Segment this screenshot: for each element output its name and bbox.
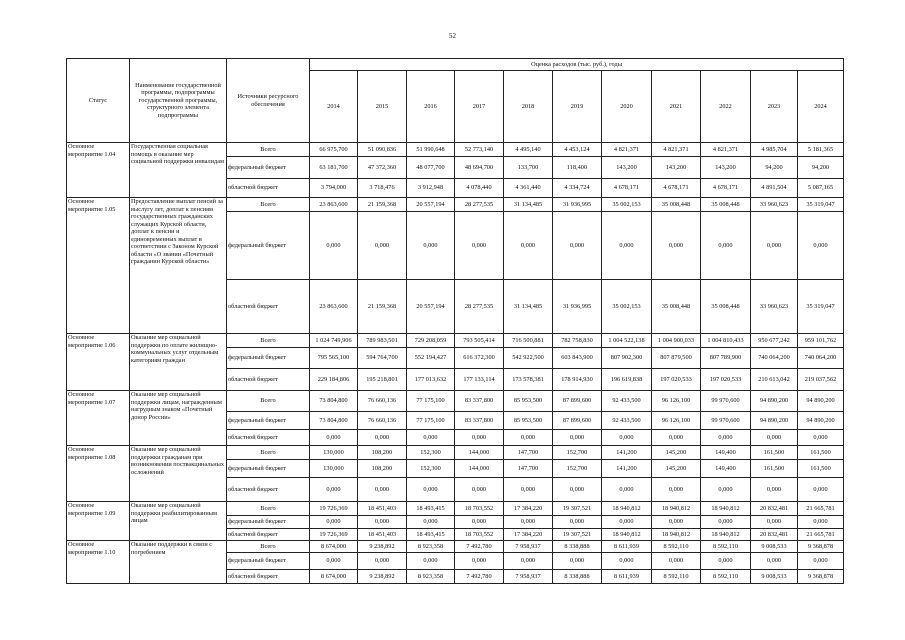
value-cell: 1 004 810,433 bbox=[701, 334, 751, 348]
value-cell: 161,500 bbox=[798, 446, 844, 460]
value-cell: 0,000 bbox=[602, 553, 652, 570]
row-source: областной бюджет bbox=[227, 430, 310, 446]
value-cell: 31 936,995 bbox=[553, 280, 602, 334]
value-cell: 76 660,136 bbox=[358, 391, 407, 412]
value-cell: 4 821,371 bbox=[602, 143, 652, 157]
value-cell: 17 384,220 bbox=[504, 502, 553, 516]
value-cell: 21 665,781 bbox=[798, 529, 844, 541]
value-cell: 0,000 bbox=[504, 478, 553, 502]
row-source: областной бюджет bbox=[227, 179, 310, 198]
value-cell: 0,000 bbox=[652, 212, 701, 280]
value-cell: 8 923,358 bbox=[407, 570, 455, 584]
value-cell: 807 902,300 bbox=[602, 348, 652, 369]
row-status: Основное мероприятие 1.08 bbox=[67, 446, 130, 502]
value-cell: 5 087,165 bbox=[798, 179, 844, 198]
value-cell: 9 368,878 bbox=[798, 541, 844, 553]
value-cell: 94 890,200 bbox=[751, 391, 798, 412]
value-cell: 108,200 bbox=[358, 460, 407, 478]
value-cell: 0,000 bbox=[652, 553, 701, 570]
value-cell: 173 578,381 bbox=[504, 369, 553, 391]
value-cell: 0,000 bbox=[455, 516, 504, 529]
value-cell: 19 307,521 bbox=[553, 502, 602, 516]
value-cell: 195 218,801 bbox=[358, 369, 407, 391]
value-cell: 0,000 bbox=[407, 553, 455, 570]
value-cell: 4 678,171 bbox=[701, 179, 751, 198]
row-source: федеральный бюджет bbox=[227, 516, 310, 529]
row-status: Основное мероприятие 1.06 bbox=[67, 334, 130, 391]
value-cell: 0,000 bbox=[553, 478, 602, 502]
header-source: Источники ресурсного обеспечения bbox=[227, 59, 310, 143]
value-cell: 161,500 bbox=[751, 460, 798, 478]
value-cell: 85 953,500 bbox=[504, 412, 553, 430]
row-status: Основное мероприятие 1.04 bbox=[67, 143, 130, 198]
value-cell: 99 970,600 bbox=[701, 391, 751, 412]
value-cell: 729 208,059 bbox=[407, 334, 455, 348]
value-cell: 3 794,000 bbox=[310, 179, 358, 198]
value-cell: 0,000 bbox=[602, 212, 652, 280]
value-cell: 0,000 bbox=[504, 212, 553, 280]
value-cell: 9 008,533 bbox=[751, 570, 798, 584]
value-cell: 950 677,242 bbox=[751, 334, 798, 348]
value-cell: 0,000 bbox=[455, 553, 504, 570]
value-cell: 94,200 bbox=[798, 157, 844, 179]
row-source: Всего bbox=[227, 334, 310, 348]
value-cell: 0,000 bbox=[602, 516, 652, 529]
value-cell: 77 175,100 bbox=[407, 412, 455, 430]
row-name: Оказание мер социальной поддержки гражданам при возникновении поствакцинальных осложнений bbox=[130, 446, 227, 502]
value-cell: 21 665,781 bbox=[798, 502, 844, 516]
value-cell: 0,000 bbox=[553, 553, 602, 570]
value-cell: 7 958,937 bbox=[504, 570, 553, 584]
value-cell: 33 960,623 bbox=[751, 280, 798, 334]
value-cell: 19 726,369 bbox=[310, 502, 358, 516]
value-cell: 0,000 bbox=[310, 430, 358, 446]
value-cell: 0,000 bbox=[798, 516, 844, 529]
value-cell: 0,000 bbox=[602, 478, 652, 502]
value-cell: 35 319,047 bbox=[798, 198, 844, 212]
header-year: 2020 bbox=[602, 71, 652, 143]
value-cell: 9 008,533 bbox=[751, 541, 798, 553]
value-cell: 48 077,700 bbox=[407, 157, 455, 179]
value-cell: 4 361,440 bbox=[504, 179, 553, 198]
value-cell: 51 990,648 bbox=[407, 143, 455, 157]
value-cell: 92 433,500 bbox=[602, 391, 652, 412]
value-cell: 19 307,521 bbox=[553, 529, 602, 541]
value-cell: 0,000 bbox=[358, 212, 407, 280]
value-cell: 149,400 bbox=[701, 460, 751, 478]
row-source: областной бюджет bbox=[227, 570, 310, 584]
value-cell: 18 703,552 bbox=[455, 529, 504, 541]
value-cell: 229 184,806 bbox=[310, 369, 358, 391]
value-cell: 795 565,100 bbox=[310, 348, 358, 369]
value-cell: 0,000 bbox=[652, 430, 701, 446]
value-cell: 18 940,812 bbox=[652, 529, 701, 541]
table-row bbox=[67, 391, 844, 412]
value-cell: 35 008,448 bbox=[701, 198, 751, 212]
value-cell: 87 899,600 bbox=[553, 412, 602, 430]
value-cell: 18 940,812 bbox=[602, 502, 652, 516]
value-cell: 8 592,110 bbox=[652, 541, 701, 553]
value-cell: 96 126,100 bbox=[652, 412, 701, 430]
value-cell: 94 890,200 bbox=[798, 412, 844, 430]
value-cell: 9 368,878 bbox=[798, 570, 844, 584]
value-cell: 141,200 bbox=[602, 460, 652, 478]
value-cell: 542 922,500 bbox=[504, 348, 553, 369]
value-cell: 1 004 900,033 bbox=[652, 334, 701, 348]
value-cell: 177 013,632 bbox=[407, 369, 455, 391]
header-year: 2018 bbox=[504, 71, 553, 143]
value-cell: 31 936,995 bbox=[553, 198, 602, 212]
header-year: 2014 bbox=[310, 71, 358, 143]
value-cell: 85 953,500 bbox=[504, 391, 553, 412]
value-cell: 18 940,812 bbox=[602, 529, 652, 541]
value-cell: 152,300 bbox=[407, 446, 455, 460]
value-cell: 130,000 bbox=[310, 460, 358, 478]
value-cell: 740 064,200 bbox=[798, 348, 844, 369]
value-cell: 83 337,800 bbox=[455, 391, 504, 412]
value-cell: 9 238,892 bbox=[358, 541, 407, 553]
header-year: 2019 bbox=[553, 71, 602, 143]
value-cell: 0,000 bbox=[358, 430, 407, 446]
value-cell: 0,000 bbox=[310, 553, 358, 570]
value-cell: 7 492,780 bbox=[455, 570, 504, 584]
value-cell: 0,000 bbox=[751, 516, 798, 529]
row-source: федеральный бюджет bbox=[227, 460, 310, 478]
value-cell: 20 832,481 bbox=[751, 502, 798, 516]
value-cell: 52 773,140 bbox=[455, 143, 504, 157]
value-cell: 9 238,892 bbox=[358, 570, 407, 584]
value-cell: 0,000 bbox=[455, 430, 504, 446]
value-cell: 31 134,485 bbox=[504, 198, 553, 212]
value-cell: 4 453,124 bbox=[553, 143, 602, 157]
value-cell: 8 674,000 bbox=[310, 541, 358, 553]
row-source: областной бюджет bbox=[227, 478, 310, 502]
value-cell: 4 891,504 bbox=[751, 179, 798, 198]
row-source: федеральный бюджет bbox=[227, 348, 310, 369]
value-cell: 18 940,812 bbox=[701, 529, 751, 541]
value-cell: 0,000 bbox=[701, 553, 751, 570]
row-source: федеральный бюджет bbox=[227, 157, 310, 179]
value-cell: 4 985,704 bbox=[751, 143, 798, 157]
value-cell: 0,000 bbox=[652, 478, 701, 502]
value-cell: 8 923,358 bbox=[407, 541, 455, 553]
value-cell: 0,000 bbox=[798, 430, 844, 446]
row-status: Основное мероприятие 1.09 bbox=[67, 502, 130, 541]
value-cell: 0,000 bbox=[407, 212, 455, 280]
value-cell: 5 181,365 bbox=[798, 143, 844, 157]
value-cell: 4 821,371 bbox=[652, 143, 701, 157]
value-cell: 0,000 bbox=[455, 478, 504, 502]
table-header bbox=[67, 59, 844, 143]
value-cell: 18 451,403 bbox=[358, 529, 407, 541]
header-year: 2016 bbox=[407, 71, 455, 143]
value-cell: 83 337,800 bbox=[455, 412, 504, 430]
value-cell: 8 611,939 bbox=[602, 570, 652, 584]
header-year: 2023 bbox=[751, 71, 798, 143]
value-cell: 0,000 bbox=[310, 212, 358, 280]
header-status: Статус bbox=[67, 59, 130, 143]
value-cell: 1 024 749,906 bbox=[310, 334, 358, 348]
value-cell: 133,700 bbox=[504, 157, 553, 179]
header-year: 2022 bbox=[701, 71, 751, 143]
value-cell: 152,700 bbox=[553, 460, 602, 478]
header-estimate: Оценка расходов (тыс. руб.), годы bbox=[310, 59, 844, 71]
value-cell: 47 372,360 bbox=[358, 157, 407, 179]
value-cell: 18 493,415 bbox=[407, 529, 455, 541]
row-source: областной бюджет bbox=[227, 280, 310, 334]
value-cell: 3 912,948 bbox=[407, 179, 455, 198]
value-cell: 21 159,368 bbox=[358, 198, 407, 212]
value-cell: 0,000 bbox=[504, 553, 553, 570]
table-row bbox=[67, 541, 844, 553]
value-cell: 7 492,780 bbox=[455, 541, 504, 553]
value-cell: 219 037,562 bbox=[798, 369, 844, 391]
value-cell: 0,000 bbox=[701, 212, 751, 280]
value-cell: 0,000 bbox=[602, 430, 652, 446]
value-cell: 603 843,900 bbox=[553, 348, 602, 369]
value-cell: 0,000 bbox=[504, 516, 553, 529]
value-cell: 0,000 bbox=[751, 478, 798, 502]
value-cell: 17 384,220 bbox=[504, 529, 553, 541]
value-cell: 147,700 bbox=[504, 460, 553, 478]
row-source: Всего bbox=[227, 198, 310, 212]
value-cell: 35 008,448 bbox=[652, 280, 701, 334]
row-source: Всего bbox=[227, 391, 310, 412]
value-cell: 73 804,800 bbox=[310, 412, 358, 430]
value-cell: 144,000 bbox=[455, 446, 504, 460]
value-cell: 807 789,900 bbox=[701, 348, 751, 369]
value-cell: 35 002,153 bbox=[602, 280, 652, 334]
value-cell: 31 134,485 bbox=[504, 280, 553, 334]
row-name: Предоставление выплат пенсий за выслугу лет, доплат к пенсиям государственных гражданских служащих Курской области, доплат к пенсии и единовременных выплат в соответствии с Законом Курской области «О звании «Почетный гражданин Курской области» bbox=[130, 198, 227, 334]
value-cell: 35 319,047 bbox=[798, 280, 844, 334]
value-cell: 782 758,830 bbox=[553, 334, 602, 348]
value-cell: 94,200 bbox=[751, 157, 798, 179]
value-cell: 0,000 bbox=[751, 553, 798, 570]
value-cell: 99 970,600 bbox=[701, 412, 751, 430]
value-cell: 20 557,194 bbox=[407, 198, 455, 212]
value-cell: 66 975,700 bbox=[310, 143, 358, 157]
value-cell: 51 090,836 bbox=[358, 143, 407, 157]
value-cell: 0,000 bbox=[553, 212, 602, 280]
value-cell: 789 983,501 bbox=[358, 334, 407, 348]
header-year: 2021 bbox=[652, 71, 701, 143]
value-cell: 118,400 bbox=[553, 157, 602, 179]
header-year: 2024 bbox=[798, 71, 844, 143]
value-cell: 0,000 bbox=[798, 212, 844, 280]
table-body bbox=[67, 143, 844, 584]
row-name: Государственная социальная помощь в оказание мер социальной поддержки инвалидам bbox=[130, 143, 227, 198]
value-cell: 0,000 bbox=[407, 478, 455, 502]
value-cell: 161,500 bbox=[798, 460, 844, 478]
row-status: Основное мероприятие 1.10 bbox=[67, 541, 130, 584]
value-cell: 33 960,623 bbox=[751, 198, 798, 212]
value-cell: 8 592,110 bbox=[701, 541, 751, 553]
value-cell: 87 899,600 bbox=[553, 391, 602, 412]
value-cell: 108,200 bbox=[358, 446, 407, 460]
row-source: Всего bbox=[227, 446, 310, 460]
value-cell: 35 002,153 bbox=[602, 198, 652, 212]
header-name: Наименование государственной программы, подпрограммы государственной программы, структурного элемента подпрограммы bbox=[130, 59, 227, 143]
value-cell: 141,200 bbox=[602, 446, 652, 460]
value-cell: 0,000 bbox=[358, 553, 407, 570]
value-cell: 616 372,300 bbox=[455, 348, 504, 369]
table-row bbox=[67, 446, 844, 460]
value-cell: 143,200 bbox=[602, 157, 652, 179]
row-source: федеральный бюджет bbox=[227, 212, 310, 280]
value-cell: 178 914,930 bbox=[553, 369, 602, 391]
value-cell: 0,000 bbox=[751, 430, 798, 446]
value-cell: 161,500 bbox=[751, 446, 798, 460]
value-cell: 0,000 bbox=[310, 478, 358, 502]
value-cell: 18 703,552 bbox=[455, 502, 504, 516]
value-cell: 594 764,700 bbox=[358, 348, 407, 369]
value-cell: 4 678,171 bbox=[652, 179, 701, 198]
value-cell: 0,000 bbox=[798, 553, 844, 570]
row-name: Оказание мер социальной поддержки реабилитированным лицам bbox=[130, 502, 227, 541]
header-year: 2017 bbox=[455, 71, 504, 143]
row-source: областной бюджет bbox=[227, 369, 310, 391]
value-cell: 0,000 bbox=[553, 430, 602, 446]
value-cell: 23 863,600 bbox=[310, 280, 358, 334]
value-cell: 20 832,481 bbox=[751, 529, 798, 541]
value-cell: 147,700 bbox=[504, 446, 553, 460]
value-cell: 145,200 bbox=[652, 460, 701, 478]
value-cell: 0,000 bbox=[407, 430, 455, 446]
value-cell: 8 611,939 bbox=[602, 541, 652, 553]
value-cell: 0,000 bbox=[652, 516, 701, 529]
value-cell: 76 660,136 bbox=[358, 412, 407, 430]
value-cell: 92 433,500 bbox=[602, 412, 652, 430]
row-source: областной бюджет bbox=[227, 529, 310, 541]
value-cell: 73 804,800 bbox=[310, 391, 358, 412]
row-name: Оказание поддержки в связи с погребением bbox=[130, 541, 227, 584]
value-cell: 0,000 bbox=[798, 478, 844, 502]
value-cell: 8 592,110 bbox=[652, 570, 701, 584]
value-cell: 77 175,100 bbox=[407, 391, 455, 412]
value-cell: 152,700 bbox=[553, 446, 602, 460]
value-cell: 4 678,171 bbox=[602, 179, 652, 198]
row-source: Всего bbox=[227, 541, 310, 553]
value-cell: 740 064,200 bbox=[751, 348, 798, 369]
value-cell: 28 277,535 bbox=[455, 198, 504, 212]
value-cell: 807 879,500 bbox=[652, 348, 701, 369]
value-cell: 0,000 bbox=[455, 212, 504, 280]
table-row bbox=[67, 143, 844, 157]
value-cell: 8 338,888 bbox=[553, 541, 602, 553]
value-cell: 0,000 bbox=[407, 516, 455, 529]
value-cell: 793 505,414 bbox=[455, 334, 504, 348]
value-cell: 21 159,368 bbox=[358, 280, 407, 334]
value-cell: 144,000 bbox=[455, 460, 504, 478]
value-cell: 94 890,200 bbox=[798, 391, 844, 412]
value-cell: 177 133,114 bbox=[455, 369, 504, 391]
value-cell: 48 694,700 bbox=[455, 157, 504, 179]
value-cell: 130,000 bbox=[310, 446, 358, 460]
value-cell: 35 008,448 bbox=[652, 198, 701, 212]
value-cell: 4 821,371 bbox=[701, 143, 751, 157]
value-cell: 18 451,403 bbox=[358, 502, 407, 516]
value-cell: 143,200 bbox=[652, 157, 701, 179]
value-cell: 1 004 522,138 bbox=[602, 334, 652, 348]
expenditure-table bbox=[66, 58, 844, 584]
value-cell: 0,000 bbox=[504, 430, 553, 446]
value-cell: 18 493,415 bbox=[407, 502, 455, 516]
value-cell: 8 592,110 bbox=[701, 570, 751, 584]
row-status: Основное мероприятие 1.05 bbox=[67, 198, 130, 334]
value-cell: 210 613,042 bbox=[751, 369, 798, 391]
value-cell: 0,000 bbox=[701, 430, 751, 446]
value-cell: 4 495,140 bbox=[504, 143, 553, 157]
value-cell: 149,400 bbox=[701, 446, 751, 460]
value-cell: 197 020,533 bbox=[652, 369, 701, 391]
value-cell: 0,000 bbox=[751, 212, 798, 280]
row-source: Всего bbox=[227, 143, 310, 157]
value-cell: 18 940,812 bbox=[701, 502, 751, 516]
value-cell: 7 958,937 bbox=[504, 541, 553, 553]
row-source: федеральный бюджет bbox=[227, 412, 310, 430]
row-status: Основное мероприятие 1.07 bbox=[67, 391, 130, 446]
value-cell: 8 338,888 bbox=[553, 570, 602, 584]
value-cell: 0,000 bbox=[553, 516, 602, 529]
value-cell: 0,000 bbox=[358, 478, 407, 502]
value-cell: 23 863,600 bbox=[310, 198, 358, 212]
row-source: Всего bbox=[227, 502, 310, 516]
row-name: Оказание мер социальной поддержки по оплате жилищно-коммунальных услуг отдельным категориям граждан bbox=[130, 334, 227, 391]
value-cell: 18 940,812 bbox=[652, 502, 701, 516]
value-cell: 8 674,000 bbox=[310, 570, 358, 584]
value-cell: 3 718,476 bbox=[358, 179, 407, 198]
value-cell: 0,000 bbox=[310, 516, 358, 529]
value-cell: 197 020,533 bbox=[701, 369, 751, 391]
value-cell: 0,000 bbox=[701, 516, 751, 529]
row-name: Оказание мер социальной поддержки лицам, награжденным нагрудным знаком «Почетный донор России» bbox=[130, 391, 227, 446]
value-cell: 152,300 bbox=[407, 460, 455, 478]
value-cell: 716 500,881 bbox=[504, 334, 553, 348]
value-cell: 4 334,724 bbox=[553, 179, 602, 198]
value-cell: 63 181,700 bbox=[310, 157, 358, 179]
value-cell: 94 890,200 bbox=[751, 412, 798, 430]
value-cell: 552 194,427 bbox=[407, 348, 455, 369]
value-cell: 0,000 bbox=[701, 478, 751, 502]
page-number: 52 bbox=[449, 32, 456, 40]
value-cell: 0,000 bbox=[358, 516, 407, 529]
table-row bbox=[67, 334, 844, 348]
value-cell: 19 726,369 bbox=[310, 529, 358, 541]
value-cell: 145,200 bbox=[652, 446, 701, 460]
value-cell: 959 101,762 bbox=[798, 334, 844, 348]
table-row bbox=[67, 502, 844, 516]
value-cell: 28 277,535 bbox=[455, 280, 504, 334]
value-cell: 143,200 bbox=[701, 157, 751, 179]
value-cell: 35 008,448 bbox=[701, 280, 751, 334]
value-cell: 20 557,194 bbox=[407, 280, 455, 334]
row-source: федеральный бюджет bbox=[227, 553, 310, 570]
value-cell: 96 126,100 bbox=[652, 391, 701, 412]
table-row bbox=[67, 198, 844, 212]
value-cell: 196 619,838 bbox=[602, 369, 652, 391]
value-cell: 4 078,440 bbox=[455, 179, 504, 198]
header-year: 2015 bbox=[358, 71, 407, 143]
